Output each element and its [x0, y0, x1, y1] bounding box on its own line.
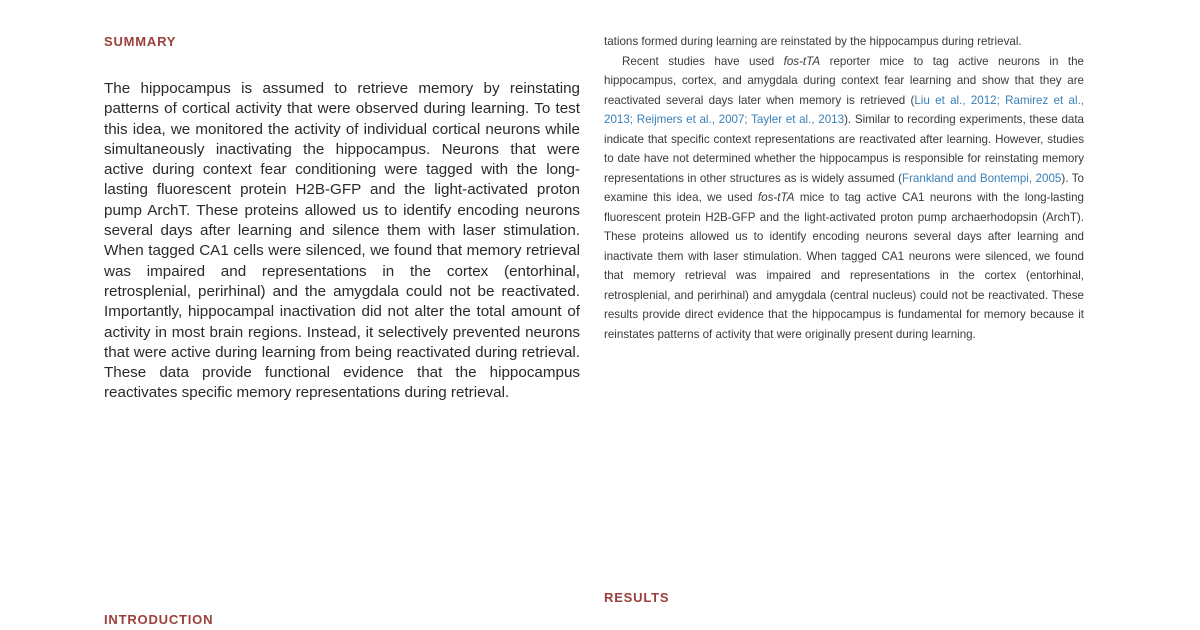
results-heading: RESULTS [604, 590, 670, 605]
text-run: reporter mice to tag active neurons in the hippocampus, cortex, and amygdala during context fear learning and show that they are reactivated several days later when memory is retrieved ( [604, 54, 1085, 107]
summary-heading: SUMMARY [104, 34, 177, 49]
text-run: mice to tag active CA1 neurons with the long-lasting fluorescent protein H2B-GFP and the light-activated proton pump archaerhodopsin (ArchT). These proteins allowed us to identify encoding neurons several days after learning and inactivate them with laser stimulation. When tagged CA1 neurons were silenced, we found that memory retrieval was impaired and representations in the cortex (entorhinal, retrosplenial, and perirhinal) and amygdala (central nucleus) could not be reactivated. These results provide direct evidence that the hippocampus is fundamental for memory because it reinstates patterns of activity that were originally present during learning. [604, 191, 1084, 341]
citation-link[interactable]: Liu et al., 2012; Ramirez et al., 2013; Reijmers et al., 2007; Tayler et al., 2013 [604, 93, 1084, 126]
text-run: ). To examine this idea, we used [604, 171, 1084, 204]
citation-link[interactable]: Frankland and Bontempi, 2005 [901, 171, 1062, 185]
intro-paragraph-continued: tations formed during learning are reinstated by the hippocampus during retrieval. [604, 35, 1022, 48]
text-run: ). Similar to recording experiments, these data indicate that specific context representations are reactivated after learning. However, studies to date have not determined whether the hippocampus is responsible for reinstating memory representations in other structures as is widely assumed ( [604, 113, 1085, 185]
text-run: Recent studies have used [622, 54, 784, 68]
summary-paragraph: The hippocampus is assumed to retrieve memory by reinstating patterns of cortical activity that were observed during learning. To test this idea, we monitored the activity of individual cortical neurons while simultaneously inactivating the hippocampus. Neurons that were active during context fear conditioning were tagged with the long-lasting fluorescent protein H2B-GFP and the light-activated proton pump ArchT. These proteins allowed us to identify encoding neurons several days after learning and silence them with laser stimulation. When tagged CA1 cells were silenced, we found that memory retrieval was impaired and representations in the cortex (entorhinal, retrosplenial, perirhinal) and the amygdala could not be reactivated. Importantly, hippocampal inactivation did not alter the total amount of activity in most brain regions. Instead, it selectively prevented neurons that were active during learning from being reactivated during retrieval. These data provide functional evidence that the hippocampus reactivates specific memory representations during retrieval. [104, 80, 580, 402]
gene-name: fos-tTA [757, 191, 795, 204]
introduction-heading: INTRODUCTION [104, 612, 214, 627]
intro-paragraph-2 [604, 52, 1084, 345]
left-column [104, 30, 580, 404]
gene-name: fos-tTA [783, 54, 821, 68]
right-column [604, 32, 1084, 344]
